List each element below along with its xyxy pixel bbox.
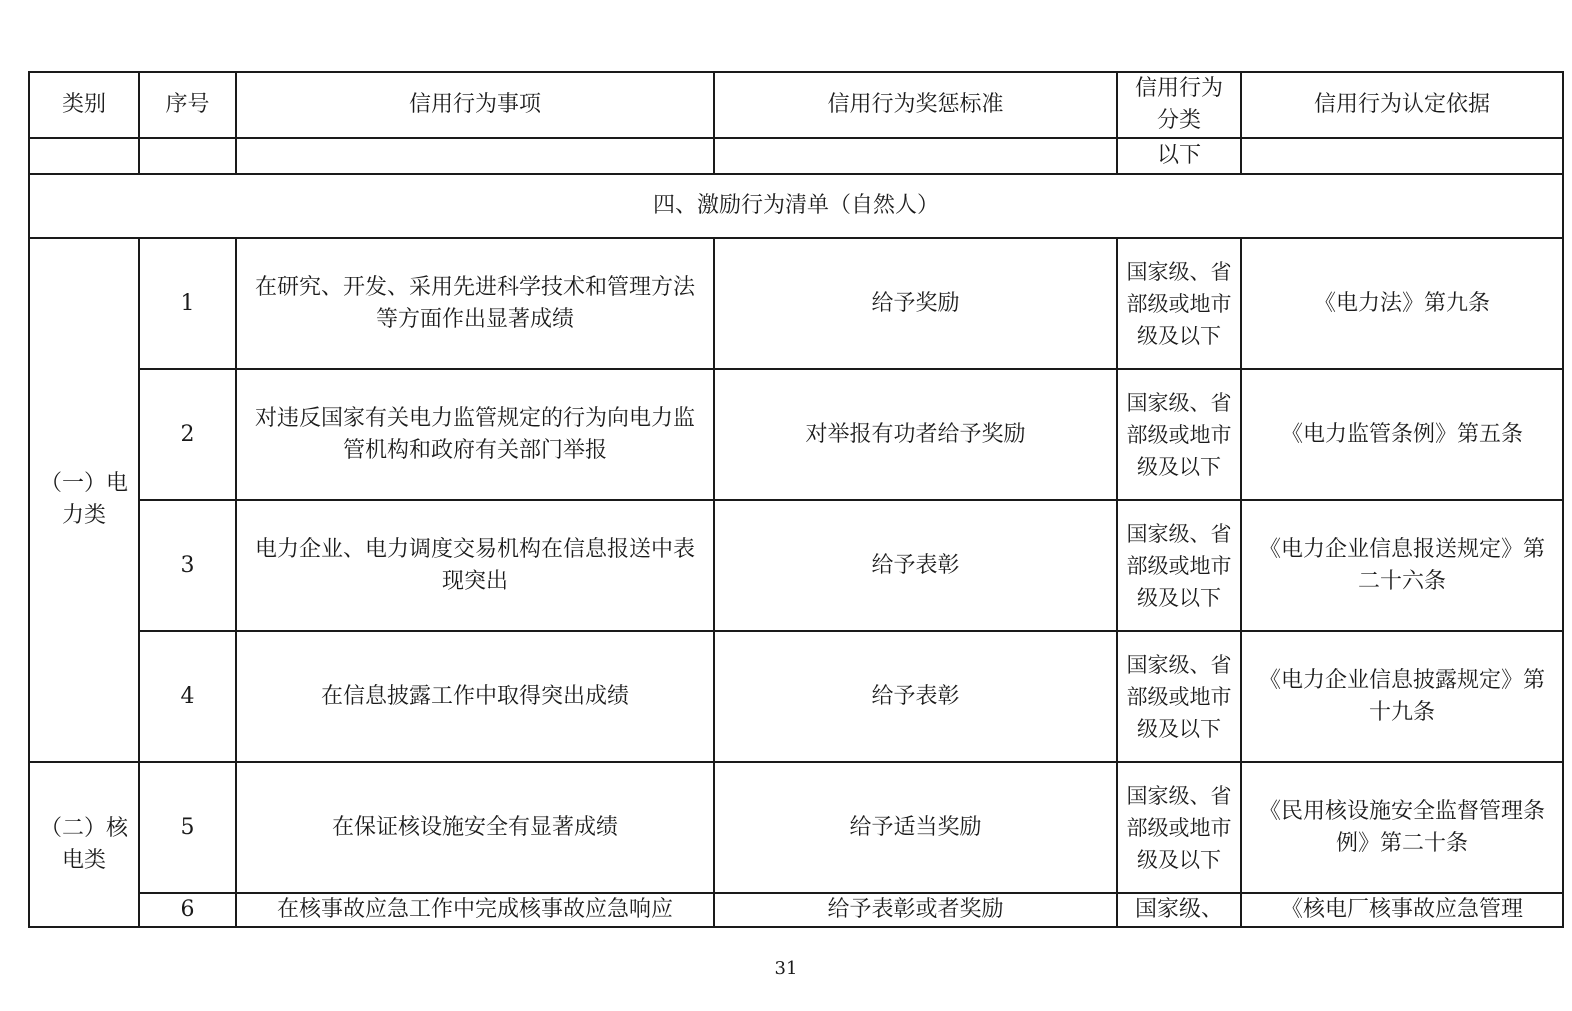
header-category: 类别: [29, 72, 139, 138]
continued-classification: 以下: [1117, 138, 1241, 174]
classification-cell: 国家级、省部级或地市级及以下: [1117, 369, 1241, 500]
table-row: [29, 238, 1563, 369]
header-seq: 序号: [139, 72, 236, 138]
continued-matter: [236, 138, 714, 174]
table-row: [29, 500, 1563, 631]
classification-cell: 国家级、省部级或地市级及以下: [1117, 762, 1241, 893]
matter-cell: 对违反国家有关电力监管规定的行为向电力监管机构和政府有关部门举报: [236, 369, 714, 500]
matter-cell: 在保证核设施安全有显著成绩: [236, 762, 714, 893]
page-number: 31: [774, 958, 798, 979]
header-basis: 信用行为认定依据: [1241, 72, 1563, 138]
basis-cell: 《电力企业信息披露规定》第十九条: [1241, 631, 1563, 762]
table-row: [29, 369, 1563, 500]
seq-cell: 5: [139, 762, 236, 893]
standard-cell: 给予奖励: [714, 238, 1117, 369]
credit-behavior-table: [28, 71, 1564, 928]
header-matter: 信用行为事项: [236, 72, 714, 138]
section-row: [29, 174, 1563, 238]
classification-cell: 国家级、省部级或地市级及以下: [1117, 238, 1241, 369]
standard-cell: 给予适当奖励: [714, 762, 1117, 893]
standard-cell: 给予表彰: [714, 500, 1117, 631]
basis-cell: 《电力企业信息报送规定》第二十六条: [1241, 500, 1563, 631]
standard-cell: 对举报有功者给予奖励: [714, 369, 1117, 500]
classification-cell: 国家级、: [1117, 893, 1241, 927]
standard-cell: 给予表彰: [714, 631, 1117, 762]
seq-cell: 3: [139, 500, 236, 631]
basis-cell: 《电力法》第九条: [1241, 238, 1563, 369]
seq-cell: 6: [139, 893, 236, 927]
matter-cell: 电力企业、电力调度交易机构在信息报送中表现突出: [236, 500, 714, 631]
header-classification: 信用行为分类: [1117, 72, 1241, 138]
table-row: [29, 893, 1563, 927]
category-cell: （二）核电类: [29, 762, 139, 927]
basis-cell: 《电力监管条例》第五条: [1241, 369, 1563, 500]
continued-category: [29, 138, 139, 174]
classification-cell: 国家级、省部级或地市级及以下: [1117, 631, 1241, 762]
continued-row: [29, 138, 1563, 174]
header-standard: 信用行为奖惩标准: [714, 72, 1117, 138]
seq-cell: 4: [139, 631, 236, 762]
matter-cell: 在核事故应急工作中完成核事故应急响应: [236, 893, 714, 927]
seq-cell: 1: [139, 238, 236, 369]
continued-basis: [1241, 138, 1563, 174]
classification-cell: 国家级、省部级或地市级及以下: [1117, 500, 1241, 631]
seq-cell: 2: [139, 369, 236, 500]
matter-cell: 在信息披露工作中取得突出成绩: [236, 631, 714, 762]
table-row: [29, 762, 1563, 893]
section-title: 四、激励行为清单（自然人）: [29, 174, 1563, 238]
category-cell: （一）电力类: [29, 238, 139, 762]
table-row: [29, 631, 1563, 762]
basis-cell: 《核电厂核事故应急管理: [1241, 893, 1563, 927]
basis-cell: 《民用核设施安全监督管理条例》第二十条: [1241, 762, 1563, 893]
standard-cell: 给予表彰或者奖励: [714, 893, 1117, 927]
continued-standard: [714, 138, 1117, 174]
matter-cell: 在研究、开发、采用先进科学技术和管理方法等方面作出显著成绩: [236, 238, 714, 369]
continued-seq: [139, 138, 236, 174]
header-row: [29, 72, 1563, 138]
